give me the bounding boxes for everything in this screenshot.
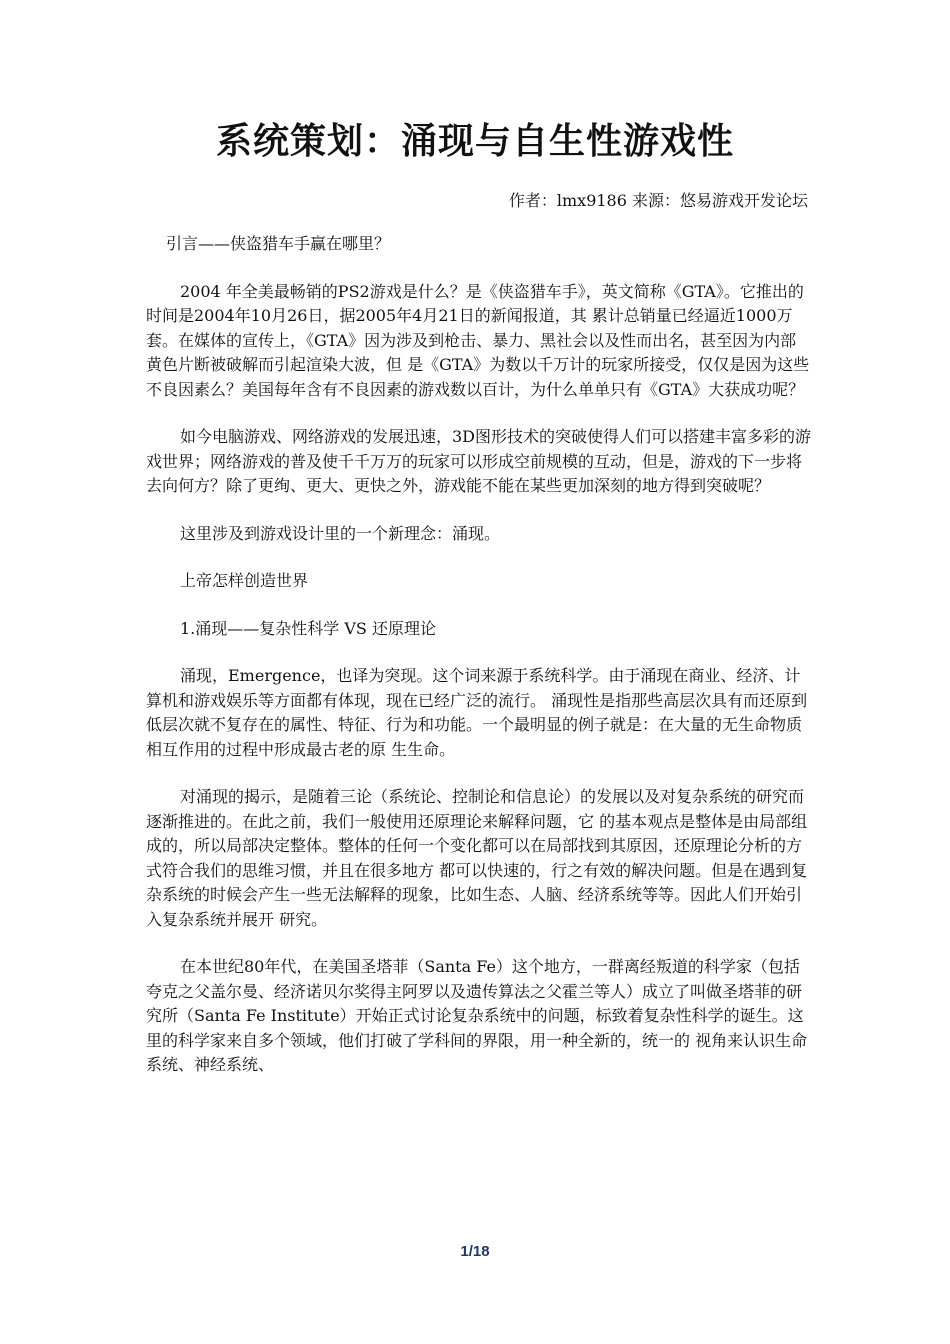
page-number: 1/18 xyxy=(460,1243,490,1260)
paragraph: 对涌现的揭示，是随着三论（系统论、控制论和信息论）的发展以及对复杂系统的研究而逐渐推进的。在此之前，我们一般使用还原理论来解释问题，它 的基本观点是整体是由局部组成的，所以局部决定整体。整体的任何一个变化都可以在局部找到其原因，还原理论分析的方式符合我们的思维习惯，并且在很多地方 都可以快速的，行之有效的解决问题。但是在遇到复杂系统的时候会产生一些无法解释的现象，比如生态、人脑、经济系统等等。因此人们开始引入复杂系统并展开 研究。 xyxy=(146,787,808,929)
paragraph: 这里涉及到游戏设计里的一个新理念：涌现。 xyxy=(180,523,501,543)
paragraph: 如今电脑游戏、网络游戏的发展迅速，3D图形技术的突破使得人们可以搭建丰富多彩的游戏世界；网络游戏的普及使千千万万的玩家可以形成空前规模的互动，但是，游戏的下一步将去向何方？除了更绚、更大、更快之外，游戏能不能在某些更加深刻的地方得到突破呢？ xyxy=(146,427,812,495)
paragraph: 在本世纪80年代，在美国圣塔菲（Santa Fe）这个地方，一群离经叛道的科学家（包括夸克之父盖尔曼、经济诺贝尔奖得主阿罗以及遗传算法之父霍兰等人）成立了叫做圣塔菲的研究所（Santa Fe Institute）开始正式讨论复杂系统中的问题，标致着复杂性科学的诞生。这里的科学家来自多个领域，他们打破了学科间的界限，用一种全新的，统一的 视角来认识生命系统、神经系统、 xyxy=(146,957,808,1074)
paragraph: 2004 年全美最畅销的PS2游戏是什么？是《侠盗猎车手》，英文简称《GTA》。它推出的时间是2004年10月26日，据2005年4月21日的新闻报道，其 累计总销量已经逼近1000万套。在媒体的宣传上，《GTA》因为涉及到枪击、暴力、黑社会以及性而出名，甚至因为内部黄色片断被破解而引起渲染大波，但 是《GTA》为数以千万计的玩家所接受，仅仅是因为这些不良因素么？美国每年含有不良因素的游戏数以百计，为什么单单只有《GTA》大获成功呢？ xyxy=(146,281,810,399)
section-heading: 上帝怎样创造世界 xyxy=(180,571,309,590)
subsection-heading: 1.涌现——复杂性科学 VS 还原理论 xyxy=(180,618,436,638)
document-body xyxy=(146,232,812,1078)
section-heading-intro: 引言——侠盗猎车手赢在哪里？ xyxy=(166,234,391,253)
paragraph: 涌现，Emergence，也译为突现。这个词来源于系统科学。由于涌现在商业、经济、计算机和游戏娱乐等方面都有体现，现在已经广泛的流行。 涌现性是指那些高层次具有而还原到低层次就不复存在的属性、特征、行为和功能。一个最明显的例子就是：在大量的无生命物质相互作用的过程中形成最古老的原 生生命。 xyxy=(146,666,808,759)
document-title: 系统策划：涌现与自生性游戏性 xyxy=(215,121,734,162)
author-source-line: 作者：lmx9186 来源：悠易游戏开发论坛 xyxy=(508,191,808,210)
